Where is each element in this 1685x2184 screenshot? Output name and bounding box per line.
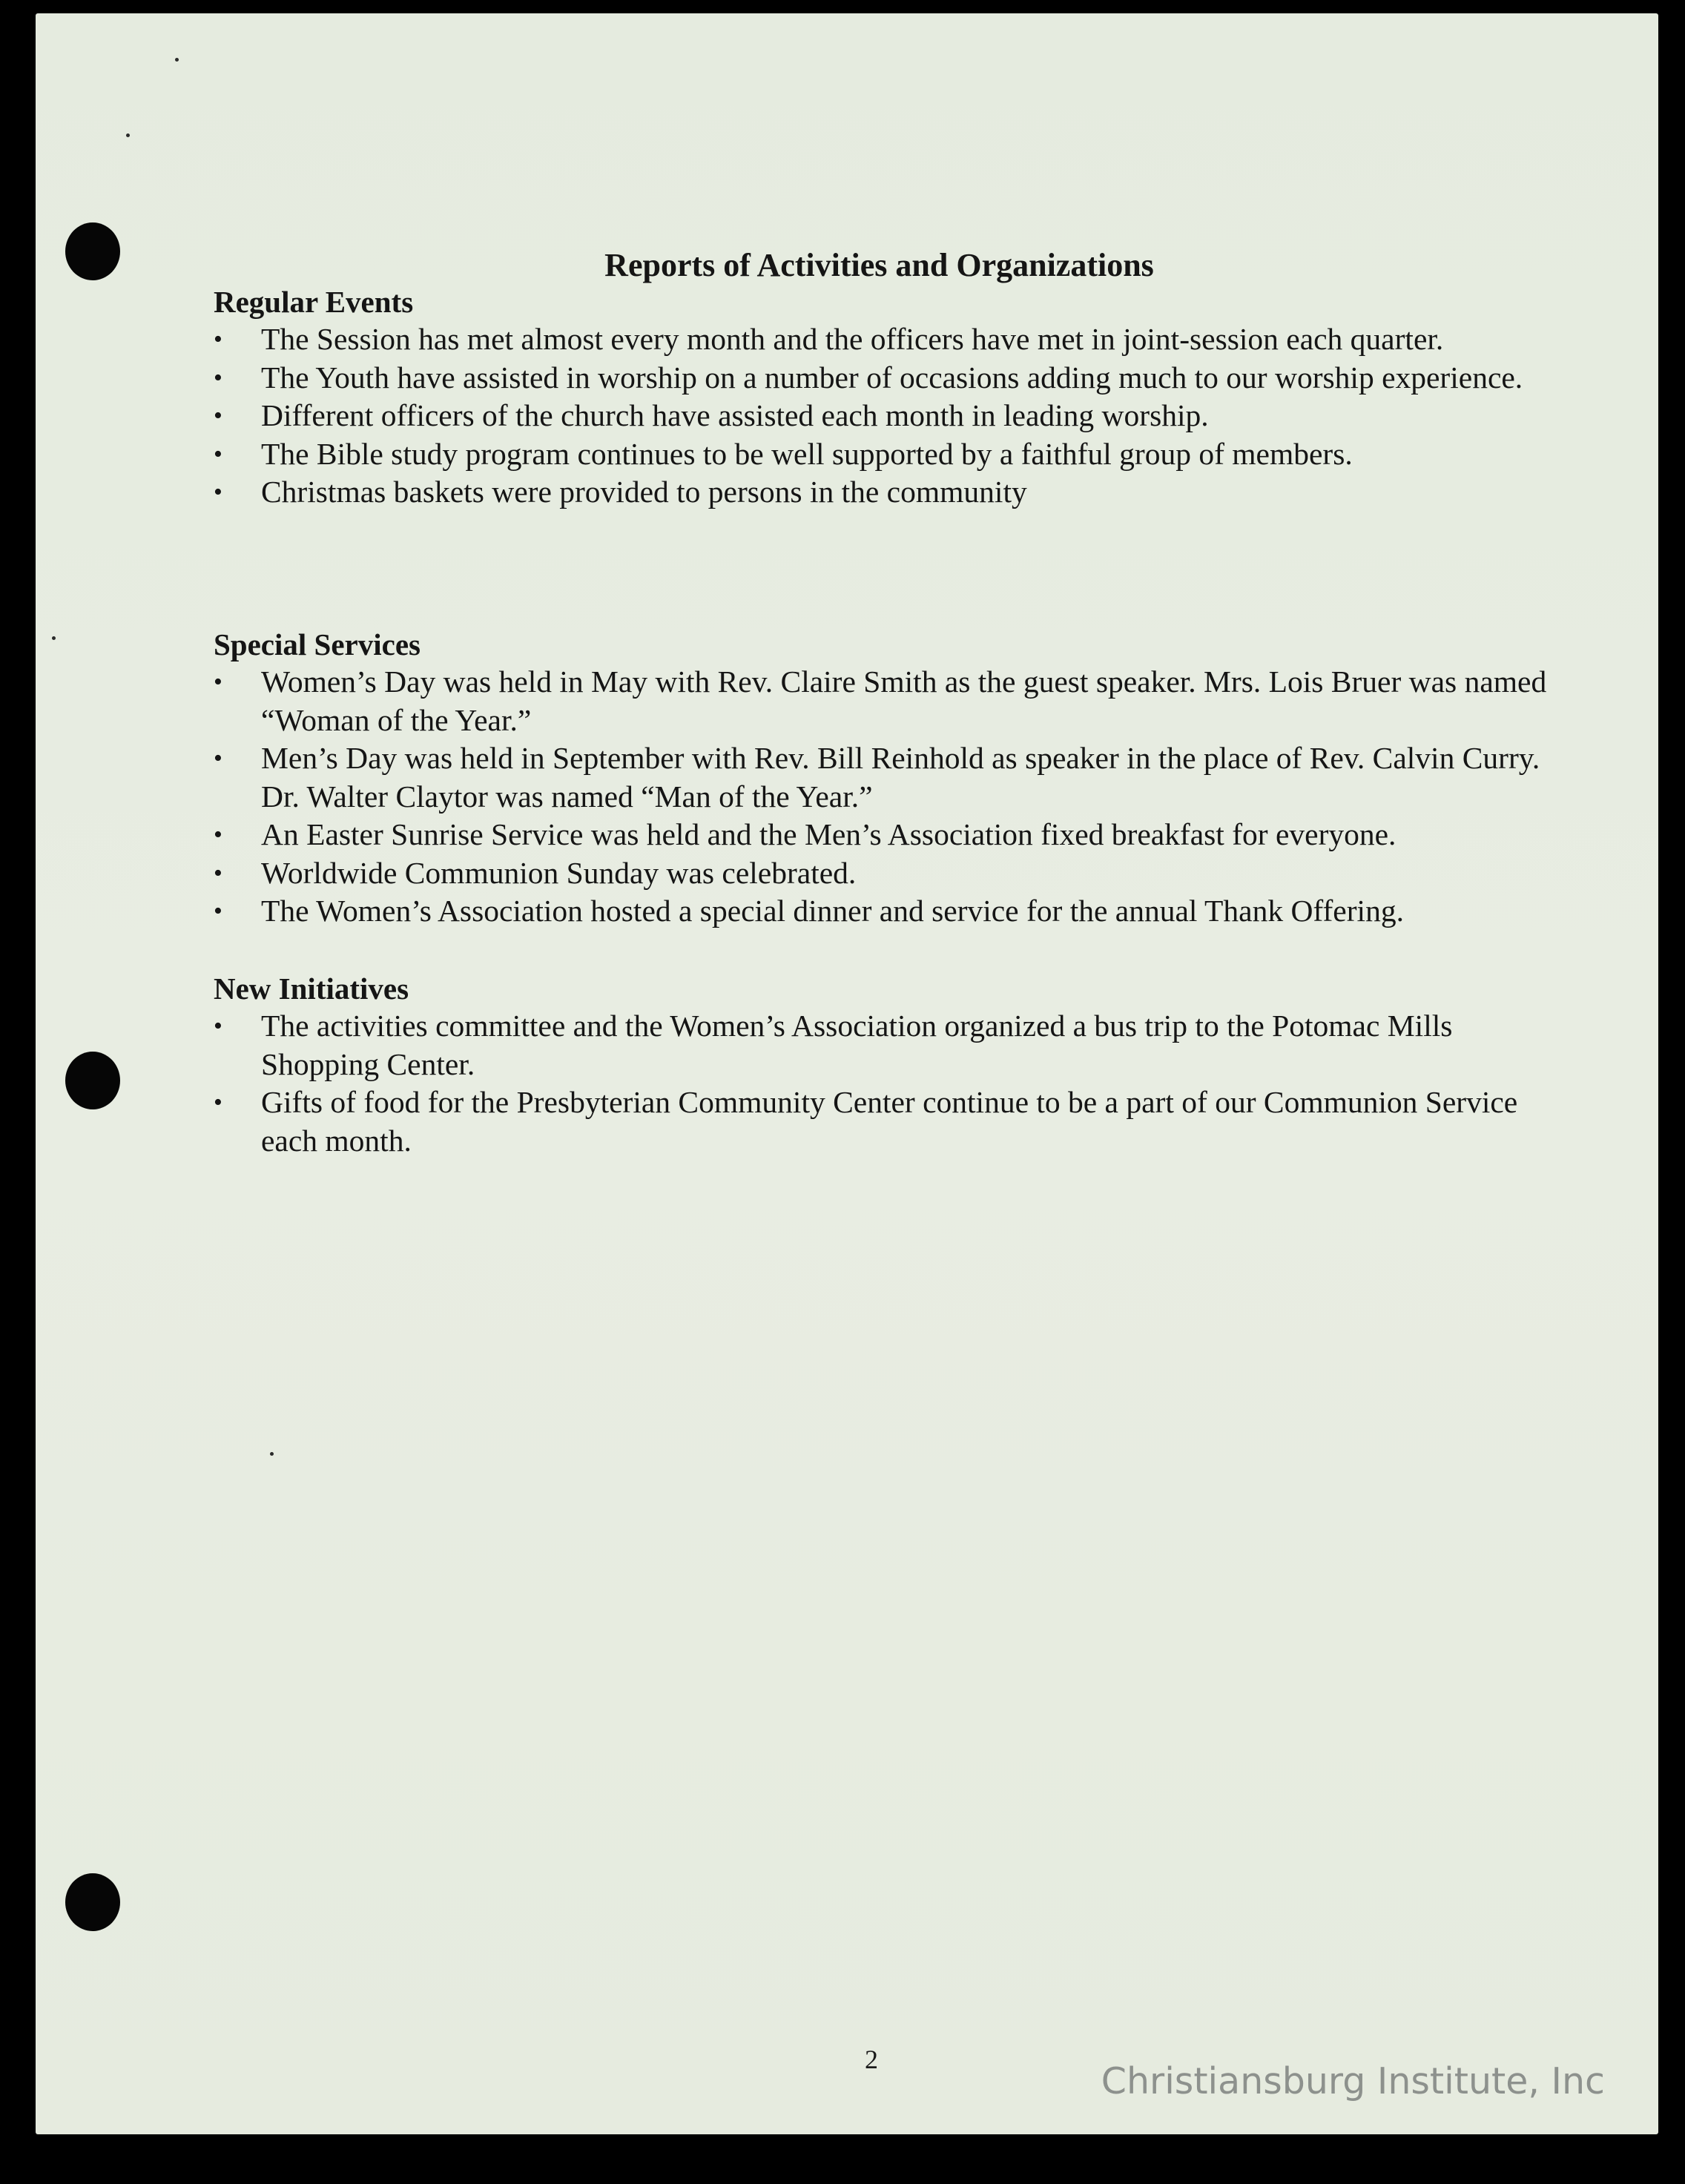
list-item-text: The activities committee and the Women’s Association organized a bus trip to the Potomac Mills Shopping Center. — [261, 1009, 1453, 1081]
list-item-text: Women’s Day was held in May with Rev. Claire Smith as the guest speaker. Mrs. Lois Bruer was named “Woman of the Year.” — [261, 664, 1547, 737]
list-item-text: The Women’s Association hosted a special dinner and service for the annual Thank Offering. — [261, 894, 1404, 928]
bullet-icon: • — [214, 821, 222, 848]
list-item — [214, 739, 1549, 816]
list-item-text: An Easter Sunrise Service was held and the Men’s Association fixed breakfast for everyone. — [261, 817, 1397, 851]
punch-hole-bottom — [65, 1873, 120, 1931]
list-item — [214, 663, 1549, 739]
list-item — [214, 473, 1549, 512]
section-regular-events — [214, 283, 1549, 512]
list-item-text: Christmas baskets were provided to persons in the community — [261, 475, 1027, 509]
bullet-icon: • — [214, 897, 222, 925]
bullet-icon: • — [214, 859, 222, 887]
page-number: 2 — [865, 2045, 878, 2074]
bullet-icon: • — [214, 326, 222, 353]
bullet-icon: • — [214, 745, 222, 772]
document-title: Reports of Activities and Organizations — [604, 247, 1154, 283]
section-special-services — [214, 626, 1549, 931]
bullet-icon: • — [214, 363, 222, 392]
list-item — [214, 816, 1549, 854]
bullet-list — [214, 1007, 1549, 1160]
bullet-list — [214, 663, 1549, 931]
list-item-text: Worldwide Communion Sunday was celebrated. — [261, 855, 857, 890]
punch-hole-top — [65, 222, 120, 280]
section-heading: Special Services — [214, 627, 421, 662]
list-item-text: Gifts of food for the Presbyterian Community Center continue to be a part of our Communion Service each month. — [261, 1085, 1518, 1158]
paper-speck — [52, 636, 56, 640]
bullet-icon: • — [214, 478, 222, 506]
bullet-icon: • — [214, 440, 222, 468]
list-item-text: The Youth have assisted in worship on a number of occasions adding much to our worship experience. — [261, 360, 1523, 395]
bullet-list — [214, 320, 1549, 512]
bullet-icon: • — [214, 1089, 222, 1116]
list-item-text: The Session has met almost every month and the officers have met in joint-session each quarter. — [261, 322, 1444, 356]
list-item — [214, 359, 1549, 397]
paper-page — [36, 13, 1658, 2134]
list-item — [214, 320, 1549, 359]
list-item — [214, 854, 1549, 893]
list-item — [214, 892, 1549, 931]
section-new-initiatives — [214, 970, 1549, 1160]
list-item-text: Different officers of the church have assisted each month in leading worship. — [261, 398, 1209, 432]
section-heading: Regular Events — [214, 285, 414, 319]
list-item — [214, 1083, 1549, 1160]
bullet-icon: • — [214, 668, 222, 696]
bullet-icon: • — [214, 1012, 222, 1040]
list-item-text: Men’s Day was held in September with Rev. Bill Reinhold as speaker in the place of Rev. Calvin Curry. Dr. Walter Claytor was named “Man of the Year.” — [261, 741, 1540, 814]
paper-speck — [126, 133, 130, 137]
bullet-icon: • — [214, 402, 222, 429]
list-item-text: The Bible study program continues to be well supported by a faithful group of members. — [261, 436, 1353, 471]
paper-speck — [270, 1452, 274, 1456]
list-item — [214, 435, 1549, 474]
paper-speck — [175, 58, 179, 62]
list-item — [214, 397, 1549, 435]
list-item — [214, 1007, 1549, 1083]
watermark-text: Christiansburg Institute, Inc — [1101, 2060, 1605, 2102]
section-heading: New Initiatives — [214, 971, 409, 1006]
punch-hole-middle — [65, 1052, 120, 1109]
